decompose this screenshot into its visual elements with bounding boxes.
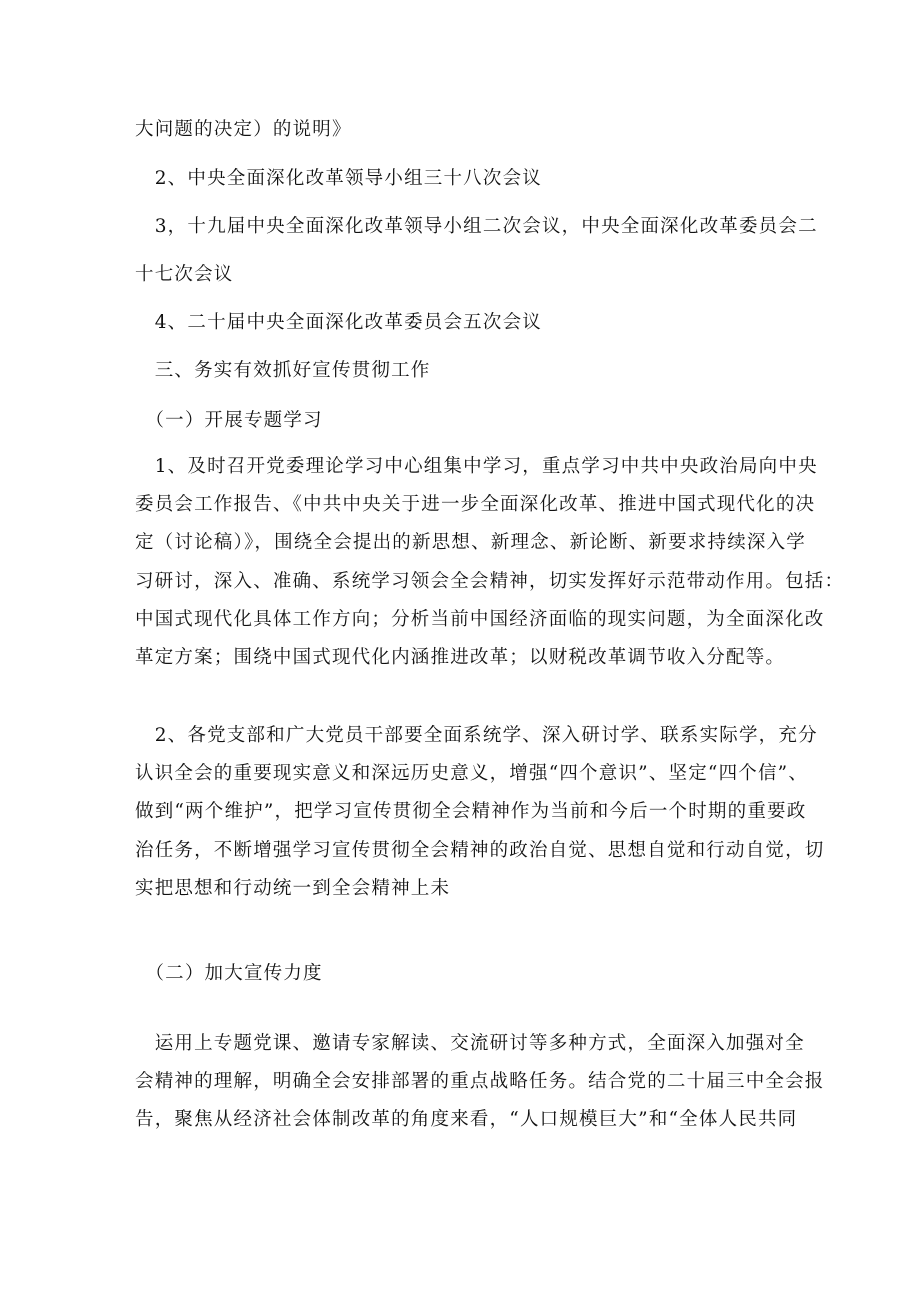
subsection-heading-2	[135, 956, 800, 993]
text-line: 治任务，不断增强学习宣传贯彻全会精神的政治自觉、思想自觉和行动自觉，切	[135, 839, 825, 861]
text-line: 会精神的理解，明确全会安排部署的重点战略任务。结合党的二十届三中全会报	[135, 1071, 825, 1093]
text-line: 定（讨论稿）》，围绕全会提出的新思想、新理念、新论断、新要求持续深入学	[135, 532, 807, 554]
text-line: 2、中央全面深化改革领导小组三十八次会议	[135, 168, 542, 189]
list-item-3	[135, 209, 818, 293]
text-line: （二）加大宣传力度	[135, 963, 323, 984]
text-line: （一）开展专题学习	[135, 410, 323, 431]
list-item-2	[135, 161, 800, 198]
section-heading-3	[135, 353, 800, 390]
text-line: 十七次会议	[135, 263, 234, 285]
text-line: 习研讨，深入、准确、系统学习领会全会精神，切实发挥好示范带动作用。包括：	[135, 570, 845, 592]
text-line: 3，十九届中央全面深化改革领导小组二次会议，中央全面深化改革委员会二	[135, 216, 818, 237]
text-line: 4、二十届中央全面深化改革委员会五次会议	[135, 312, 542, 333]
text-line: 三、务实有效抓好宣传贯彻工作	[135, 360, 431, 381]
paragraph-continuation	[135, 112, 800, 149]
text-line: 实把思想和行动统一到全会精神上未	[135, 877, 451, 899]
list-item-4	[135, 305, 800, 342]
study-paragraph-2	[135, 717, 825, 908]
text-line: 革定方案；围绕中国式现代化内涵推进改革；以财税改革调节收入分配等。	[135, 647, 786, 669]
subsection-heading-1	[135, 403, 800, 440]
promotion-paragraph	[135, 1025, 825, 1140]
text-line: 1、及时召开党委理论学习中心组集中学习，重点学习中共中央政治局向中央	[135, 456, 818, 477]
text-line: 做到“两个维护”，把学习宣传贯彻全会精神作为当前和今后一个时期的重要政	[135, 801, 807, 823]
text-line: 运用上专题党课、邀请专家解读、交流研讨等多种方式，全面深入加强对全	[135, 1033, 805, 1054]
text-line: 大问题的决定）的说明》	[135, 119, 352, 140]
text-line: 认识全会的重要现实意义和深远历史意义，增强“四个意识”、坚定“四个信”、	[135, 763, 809, 785]
text-line: 2、各党支部和广大党员干部要全面系统学、深入研讨学、联系实际学，充分	[135, 725, 818, 746]
text-line: 中国式现代化具体工作方向；分析当前中国经济面临的现实问题，为全面深化改	[135, 608, 825, 630]
text-line: 委员会工作报告、《中共中央关于进一步全面深化改革、推进中国式现代化的决	[135, 494, 816, 516]
text-line: 告，聚焦从经济社会体制改革的角度来看，“人口规模巨大”和“全体人民共同	[135, 1109, 798, 1131]
study-paragraph-1	[135, 448, 845, 677]
